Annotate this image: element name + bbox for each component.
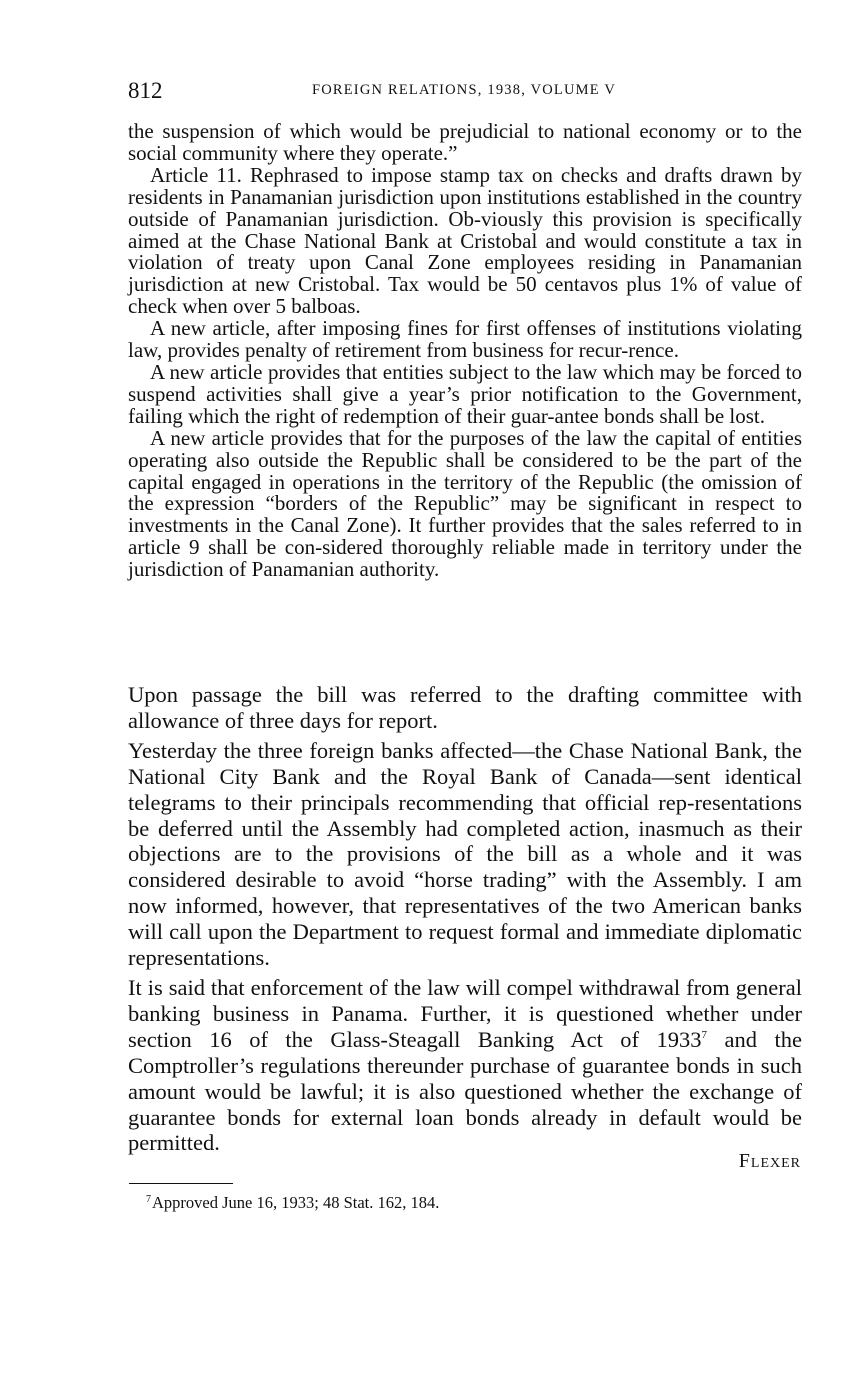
paragraph-enforcement-text-b: and the Comptroller’s regulations thereunder purchase of guarantee bonds in such amount would be lawful; it is also questioned whether the exchange of guarantee bonds for external loan bonds already in default would be permitted. <box>128 1026 802 1156</box>
paragraph-new-article-capital: A new article provides that for the purposes of the law the capital of entities operating also outside the Republic shall be considered to be the part of the capital engaged in operations in the territory of the Republic (the omission of the expression “borders of the Republic” may be significant in respect to investments in the Canal Zone). It further provides that the sales referred to in article 9 shall be con-sidered thoroughly reliable made in territory under the jurisdiction of Panamanian authority. <box>128 425 802 582</box>
footnote-divider <box>129 1183 233 1184</box>
main-text-section <box>128 682 802 1156</box>
paragraph-enforcement-text-a: It is said that enforcement of the law will compel withdrawal from general banking business in Panama. Further, it is questioned whether under section 16 of the Glass-Steagall Banking Act of 1933 <box>128 974 802 1052</box>
paragraph-new-article-notification: A new article provides that entities subject to the law which may be forced to suspend activities shall give a year’s prior notification to the Government, failing which the right of redemption of their guar-antee bonds shall be lost. <box>128 359 802 428</box>
paragraph-foreign-banks: Yesterday the three foreign banks affected—the Chase National Bank, the National City Bank and the Royal Bank of Canada—sent identical telegrams to their principals recommending that official rep-resentations be deferred until the Assembly had completed action, inasmuch as their objections are to the provisions of the bill as a whole and it was considered desirable to avoid “horse trading” with the Assembly. I am now informed, however, that representatives of the two American banks will call upon the Department to request formal and immediate diplomatic representations. <box>128 737 802 971</box>
paragraph-article-11: Article 11. Rephrased to impose stamp tax on checks and drafts drawn by residents in Panamanian jurisdiction upon institutions established in the country outside of Panamanian jurisdiction. Ob-viously this provision is specifically aimed at the Chase National Bank at Cristobal and would constitute a tax in violation of treaty upon Canal Zone employees residing in Panamanian jurisdiction at new Cristobal. Tax would be 50 centavos plus 1% of value of check when over 5 balboas. <box>128 162 802 319</box>
paragraph-enforcement <box>128 975 802 1156</box>
paragraph-passage: Upon passage the bill was referred to the drafting committee with allowance of three days for report. <box>128 682 802 733</box>
paragraph-continuation: the suspension of which would be prejudicial to national economy or to the social community where they operate.” <box>128 119 802 165</box>
running-head: FOREIGN RELATIONS, 1938, VOLUME V <box>311 82 617 98</box>
footnote-reference: 7 <box>701 1028 708 1041</box>
footnote-mark: 7 <box>146 1194 151 1205</box>
page-number: 812 <box>128 78 163 103</box>
footnote-text: Approved June 16, 1933; 48 Stat. 162, 184. <box>152 1193 440 1212</box>
signature: Flexer <box>738 1150 801 1172</box>
page-header <box>128 78 800 108</box>
quoted-report-section <box>128 121 802 581</box>
footnote <box>146 1193 439 1213</box>
paragraph-new-article-penalty: A new article, after imposing fines for first offenses of institutions violating law, provides penalty of retirement from business for recur-rence. <box>128 316 802 363</box>
